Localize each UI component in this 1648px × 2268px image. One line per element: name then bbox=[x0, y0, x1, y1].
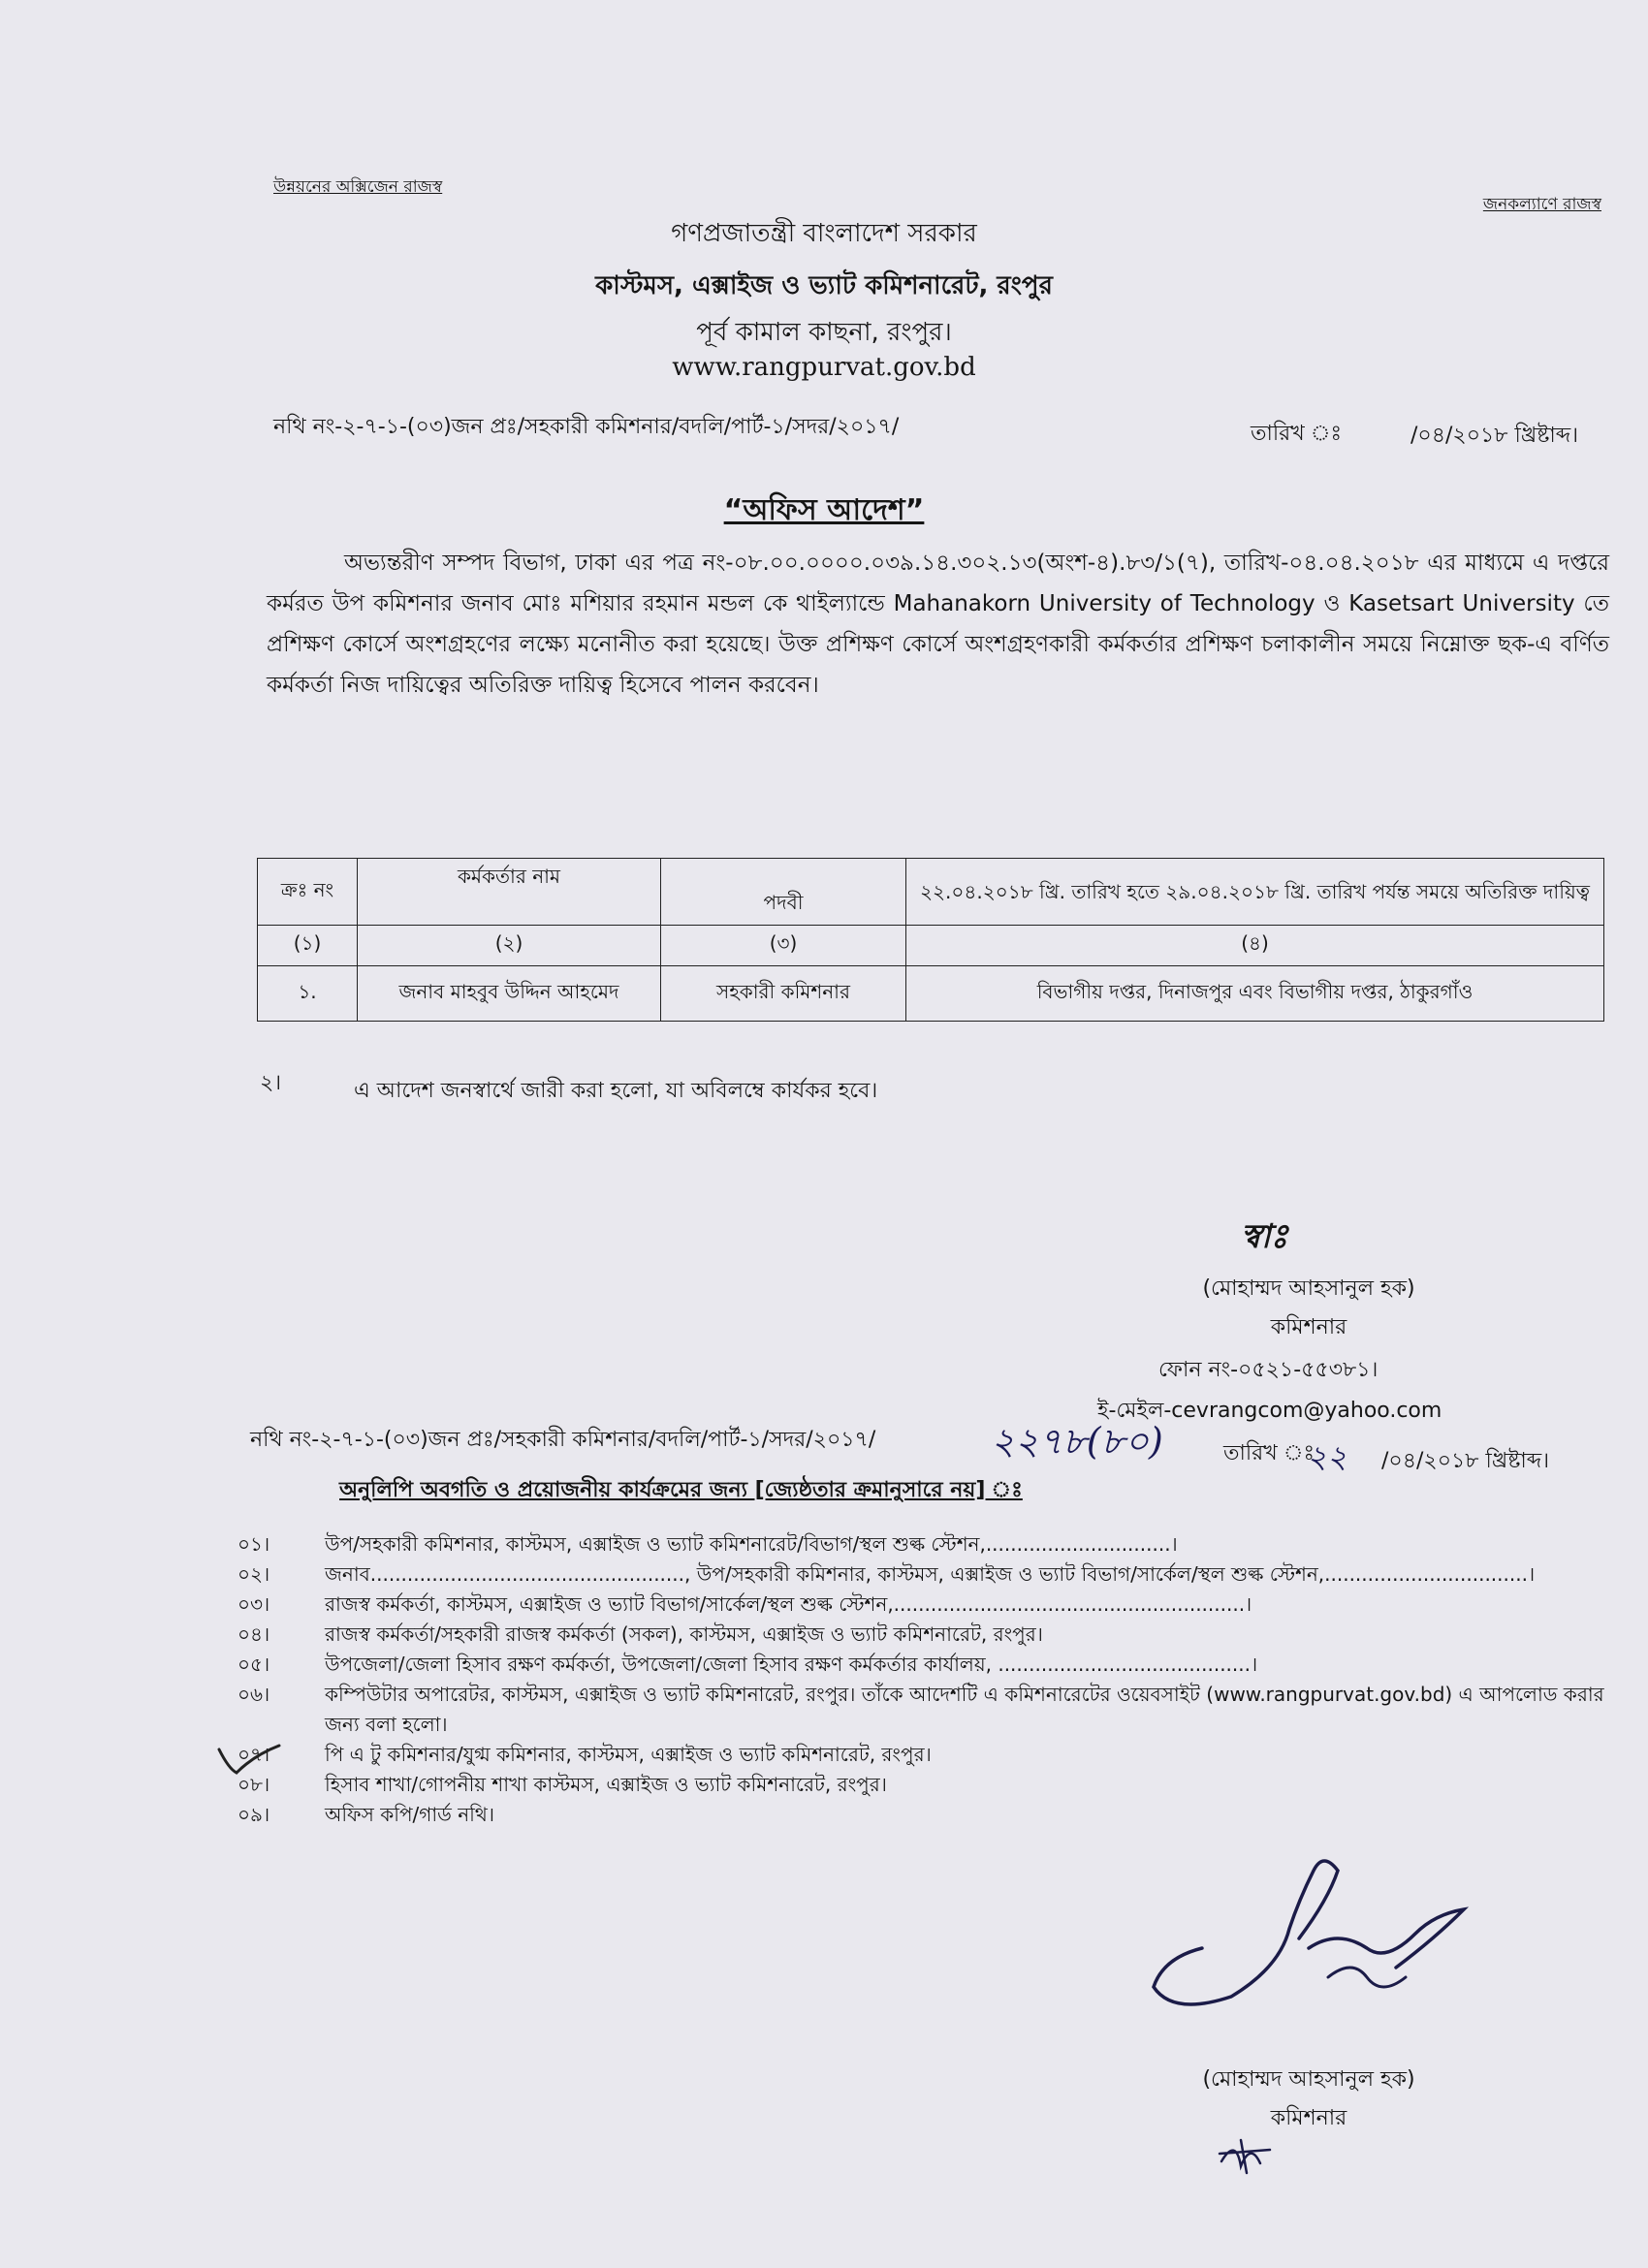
memo-2-date-label: তারিখ ঃ bbox=[1223, 1441, 1315, 1465]
office-address: পূর্ব কামাল কাছনা, রংপুর। bbox=[696, 318, 952, 347]
table-header-row bbox=[258, 859, 1604, 926]
header-serial: ক্রঃ নং bbox=[258, 859, 358, 926]
memo-date-label: তারিখ ঃ bbox=[1251, 422, 1343, 446]
col-number-2: (২) bbox=[358, 926, 661, 966]
col-number-1: (১) bbox=[258, 926, 358, 966]
memo-2-handwritten-day: ২২ bbox=[1307, 1438, 1347, 1475]
initials-scribble-icon bbox=[1212, 2132, 1280, 2176]
list-item: ০৪। রাজস্ব কর্মকর্তা/সহকারী রাজস্ব কর্মকর্তা (সকল), কাস্টমস, এক্সাইজ ও ভ্যাট কমিশনারেট, রংপুর। bbox=[238, 1622, 1043, 1646]
list-item: ০৭। পি এ টু কমিশনার/যুগ্ম কমিশনার, কাস্টমস, এক্সাইজ ও ভ্যাট কমিশনারেট, রংপুর। bbox=[238, 1743, 932, 1766]
row-designation: সহকারী কমিশনার bbox=[661, 966, 906, 1022]
header-additional-duty: ২২.০৪.২০১৮ খ্রি. তারিখ হতে ২৯.০৪.২০১৮ খ্রি. তারিখ পর্যন্ত সময়ে অতিরিক্ত দায়িত্ব bbox=[906, 859, 1604, 926]
office-website: www.rangpurvat.gov.bd bbox=[672, 353, 976, 382]
order-title: “অফিস আদেশ” bbox=[723, 493, 925, 527]
table-row bbox=[258, 966, 1604, 1022]
sign-1-phone: ফোন নং-০৫২১-৫৫৩৮১। bbox=[1158, 1358, 1379, 1382]
left-slogan: উন্নয়নের অক্সিজেন রাজস্ব bbox=[273, 177, 443, 197]
memo-2-number: নথি নং-২-৭-১-(০৩)জন প্রঃ/সহকারী কমিশনার/বদলি/পার্ট-১/সদর/২০১৭/ bbox=[250, 1428, 876, 1452]
header-designation: পদবী bbox=[661, 859, 906, 926]
list-item: ০৬। কম্পিউটার অপারেটর, কাস্টমস, এক্সাইজ ও ভ্যাট কমিশনারেট, রংপুর। তাঁকে আদেশটি এ কমিশনারেটের ওয়েবসাইট (www.rangpurvat.gov.bd) এ আপলোড করার জন্য বলা হলো। bbox=[238, 1683, 1604, 1736]
sign-1-email: ই-মেইল-cevrangcom@yahoo.com bbox=[1097, 1399, 1442, 1423]
clause-2-number: ২। bbox=[260, 1071, 282, 1095]
list-item: ০১। উপ/সহকারী কমিশনার, কাস্টমস, এক্সাইজ ও ভ্যাট কমিশনারেট/বিভাগ/স্থল শুল্ক স্টেশন,..............................। bbox=[238, 1532, 1178, 1556]
table-number-row bbox=[258, 926, 1604, 966]
sign-1-designation: কমিশনার bbox=[1270, 1315, 1347, 1339]
sign-2-name: (মোহাম্মদ আহসানুল হক) bbox=[1202, 2067, 1415, 2092]
right-slogan: জনকল্যাণে রাজস্ব bbox=[1482, 195, 1601, 214]
memo-date-value: /০৪/২০১৮ খ্রিষ্টাব্দ। bbox=[1410, 424, 1579, 448]
list-item: ০৩। রাজস্ব কর্মকর্তা, কাস্টমস, এক্সাইজ ও ভ্যাট বিভাগ/সার্কেল/স্থল শুল্ক স্টেশন,.........................................................। bbox=[238, 1592, 1252, 1616]
memo-2-handwritten-number: ২২৭৮(৮০) bbox=[991, 1420, 1163, 1463]
col-number-3: (৩) bbox=[661, 926, 906, 966]
cc-list bbox=[238, 1529, 1614, 1830]
memo-2-date-value: /০৪/২০১৮ খ্রিষ্টাব্দ। bbox=[1381, 1449, 1550, 1473]
row-additional-duty: বিভাগীয় দপ্তর, দিনাজপুর এবং বিভাগীয় দপ্তর, ঠাকুরগাঁও bbox=[906, 966, 1604, 1022]
tick-mark-icon bbox=[215, 1740, 283, 1779]
list-item: ০৮। হিসাব শাখা/গোপনীয় শাখা কাস্টমস, এক্সাইজ ও ভ্যাট কমিশনারেট, রংপুর। bbox=[238, 1773, 887, 1796]
govt-name: গণপ্রজাতন্ত্রী বাংলাদেশ সরকার bbox=[671, 219, 977, 248]
clause-2-text: এ আদেশ জনস্বার্থে জারী করা হলো, যা অবিলম্বে কার্যকর হবে। bbox=[354, 1079, 878, 1103]
list-item: ০৯। অফিস কপি/গার্ড নথি। bbox=[238, 1803, 495, 1826]
cc-heading: অনুলিপি অবগতি ও প্রয়োজনীয় কার্যক্রমের জন্য [জ্যেষ্ঠতার ক্রমানুসারে নয়] ঃ bbox=[339, 1478, 1023, 1502]
list-item: ০৫। উপজেলা/জেলা হিসাব রক্ষণ কর্মকর্তা, উপজেলা/জেলা হিসাব রক্ষণ কর্মকর্তার কার্যালয়, .........................................। bbox=[238, 1653, 1258, 1676]
office-name: কাস্টমস, এক্সাইজ ও ভ্যাট কমিশনারেট, রংপুর bbox=[595, 271, 1053, 300]
col-number-4: (৪) bbox=[906, 926, 1604, 966]
list-item: ০২। জনাব..................................................., উপ/সহকারী কমিশনার, কাস্টমস, এক্সাইজ ও ভ্যাট বিভাগ/সার্কেল/স্থল শুল্ক স্টেশন,.................................। bbox=[238, 1562, 1536, 1586]
signed-initials: স্বাঃ bbox=[1241, 1217, 1288, 1256]
handwritten-signature-icon bbox=[1144, 1842, 1493, 2026]
memo-number: নথি নং-২-৭-১-(০৩)জন প্রঃ/সহকারী কমিশনার/বদলি/পার্ট-১/সদর/২০১৭/ bbox=[273, 415, 900, 439]
sign-1-name: (মোহাম্মদ আহসানুল হক) bbox=[1202, 1276, 1415, 1301]
duty-table bbox=[257, 858, 1604, 1022]
body-paragraph-text: অভ্যন্তরীণ সম্পদ বিভাগ, ঢাকা এর পত্র নং-০৮.০০.০০০০.০৩৯.১৪.৩০২.১৩(অংশ-৪).৮৩/১(৭), তারিখ-০৪.০৪.২০১৮ এর মাধ্যমে এ দপ্তরে কর্মরত উপ কমিশনার জনাব মোঃ মশিয়ার রহমান মন্ডল কে থাইল্যান্ডে Mahanakorn University of Technology ও Kasetsart University তে প্রশিক্ষণ কোর্সে অংশগ্রহণের লক্ষ্যে মনোনীত করা হয়েছে। উক্ত প্রশিক্ষণ কোর্সে অংশগ্রহণকারী কর্মকর্তার প্রশিক্ষণ চলাকালীন সময়ে নিম্নোক্ত ছক-এ বর্ণিত কর্মকর্তা নিজ দায়িত্বের অতিরিক্ত দায়িত্ব হিসেবে পালন করবেন। bbox=[267, 551, 1609, 698]
sign-2-designation: কমিশনার bbox=[1270, 2106, 1347, 2130]
header-officer-name: কর্মকর্তার নাম bbox=[358, 859, 661, 926]
row-officer-name: জনাব মাহবুব উদ্দিন আহমেদ bbox=[358, 966, 661, 1022]
body-paragraph bbox=[267, 543, 1609, 706]
row-serial: ১. bbox=[258, 966, 358, 1022]
